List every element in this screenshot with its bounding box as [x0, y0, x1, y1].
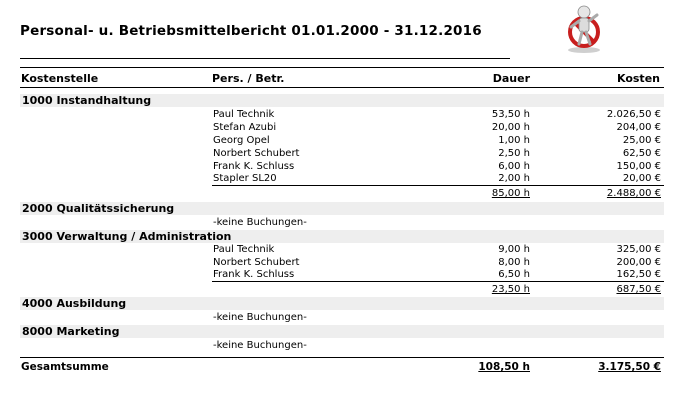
subtotal-duration: 23,50 h	[491, 284, 530, 295]
empty-note: -keine Buchungen-	[213, 340, 307, 351]
row-cost: 2.026,50 €	[606, 109, 661, 120]
grand-total-label: Gesamtsumme	[21, 361, 109, 373]
empty-note: -keine Buchungen-	[213, 217, 307, 228]
group-title: 2000 Qualitätssicherung	[22, 202, 175, 215]
empty-note: -keine Buchungen-	[213, 312, 307, 323]
row-duration: 1,00 h	[498, 135, 530, 146]
row-cost: 162,50 €	[616, 269, 661, 280]
group-title: 1000 Instandhaltung	[22, 94, 152, 107]
header-bottom-rule	[20, 87, 664, 88]
row-person: Paul Technik	[213, 109, 275, 120]
group-title: 3000 Verwaltung / Administration	[22, 230, 232, 243]
row-duration: 53,50 h	[491, 109, 530, 120]
row-person: Frank K. Schluss	[213, 269, 295, 280]
row-person: Norbert Schubert	[213, 148, 300, 159]
row-duration: 2,50 h	[498, 148, 530, 159]
row-person: Georg Opel	[213, 135, 270, 146]
title-rule	[20, 58, 510, 59]
subtotal-rule	[212, 185, 664, 186]
total-rule	[20, 357, 664, 358]
row-person: Paul Technik	[213, 244, 275, 255]
row-person: Stapler SL20	[213, 173, 277, 184]
row-duration: 6,50 h	[498, 269, 530, 280]
group-title: 4000 Ausbildung	[22, 297, 127, 310]
group-title: 8000 Marketing	[22, 325, 120, 338]
header-top-rule	[20, 67, 664, 68]
row-cost: 25,00 €	[622, 135, 661, 146]
row-cost: 325,00 €	[616, 244, 661, 255]
row-cost: 62,50 €	[622, 148, 661, 159]
row-cost: 200,00 €	[616, 257, 661, 268]
subtotal-cost: 2.488,00 €	[606, 188, 661, 199]
subtotal-rule	[212, 281, 664, 282]
row-duration: 9,00 h	[498, 244, 530, 255]
row-cost: 150,00 €	[616, 161, 661, 172]
row-duration: 8,00 h	[498, 257, 530, 268]
column-header-person: Pers. / Betr.	[212, 72, 285, 85]
grand-total-duration: 108,50 h	[478, 361, 530, 373]
row-person: Norbert Schubert	[213, 257, 300, 268]
column-header-duration: Dauer	[492, 72, 530, 85]
robot-figure-icon	[556, 2, 612, 54]
row-duration: 2,00 h	[498, 173, 530, 184]
subtotal-duration: 85,00 h	[491, 188, 530, 199]
row-duration: 20,00 h	[491, 122, 530, 133]
row-duration: 6,00 h	[498, 161, 530, 172]
column-header-cost-center: Kostenstelle	[21, 72, 99, 85]
row-cost: 204,00 €	[616, 122, 661, 133]
row-person: Stefan Azubi	[213, 122, 277, 133]
report-title: Personal- u. Betriebsmittelbericht 01.01.2000 - 31.12.2016	[20, 23, 482, 39]
grand-total-cost: 3.175,50 €	[598, 361, 661, 373]
column-header-cost: Kosten	[617, 72, 660, 85]
row-cost: 20,00 €	[622, 173, 661, 184]
row-person: Frank K. Schluss	[213, 161, 295, 172]
subtotal-cost: 687,50 €	[616, 284, 661, 295]
